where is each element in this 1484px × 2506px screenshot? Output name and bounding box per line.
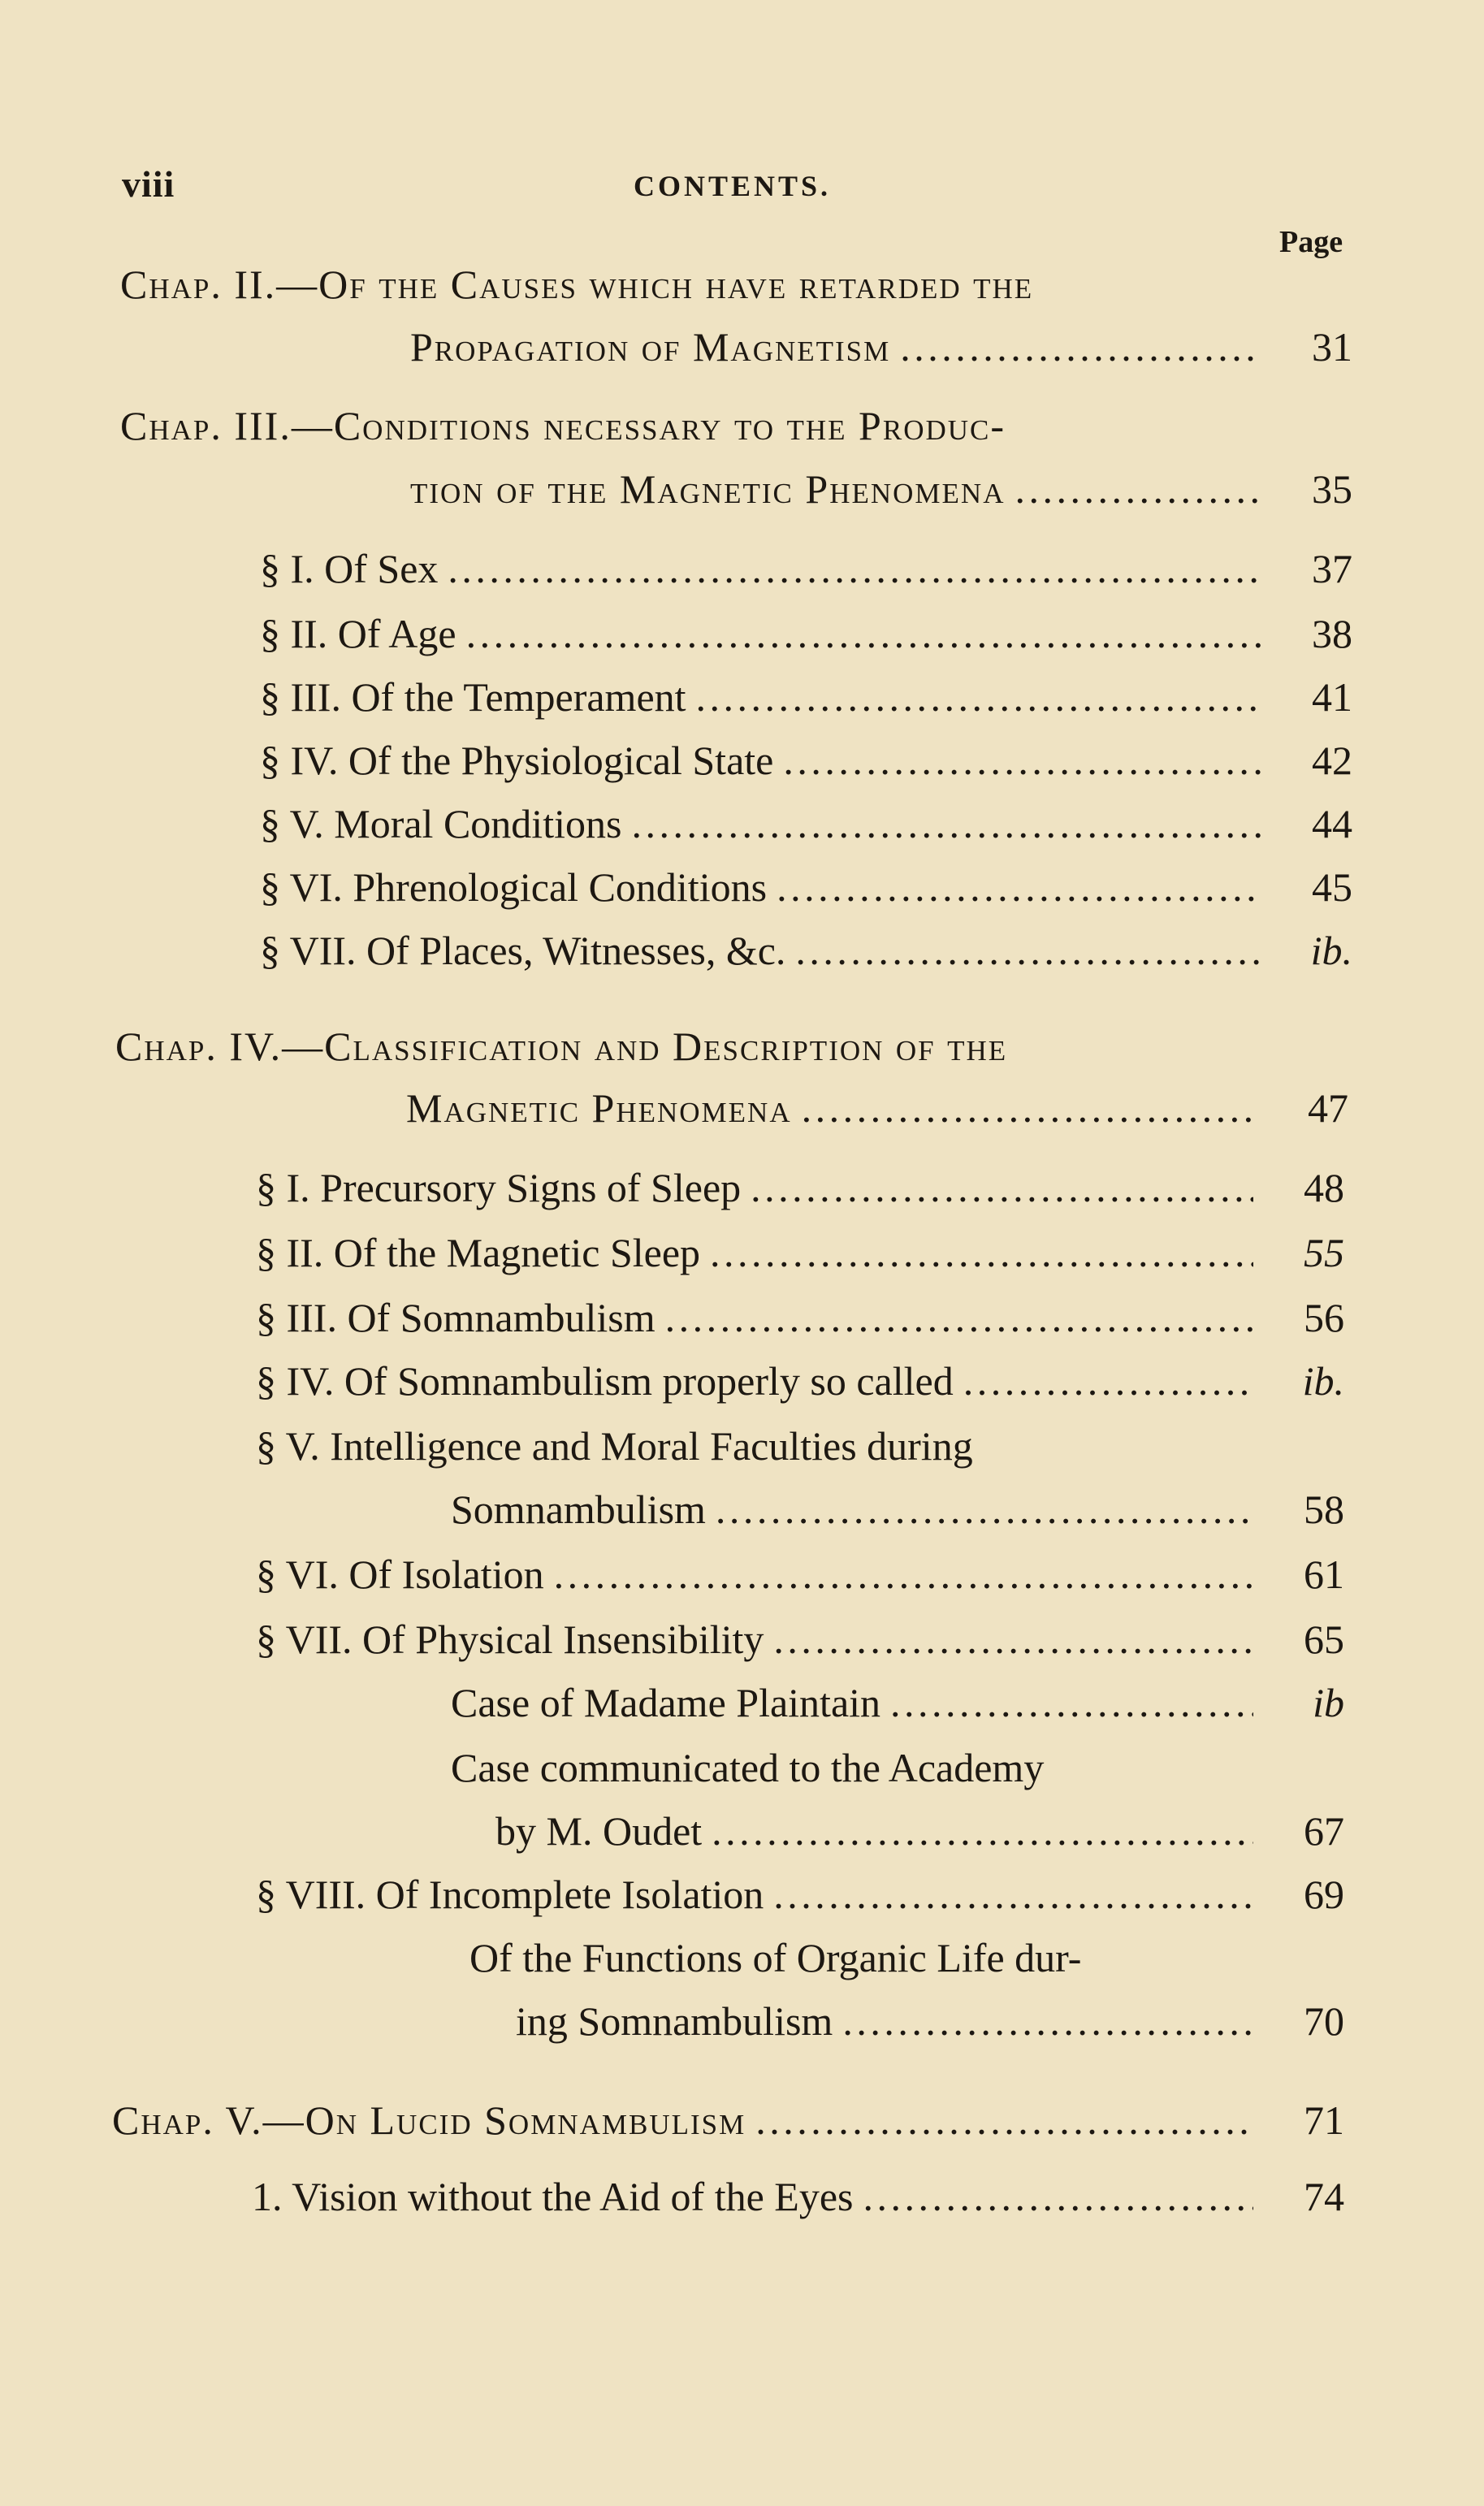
leader-dots [710, 1227, 1253, 1279]
page-ref: 31 [1312, 324, 1352, 370]
toc-entry [256, 1548, 1344, 1600]
leader-dots [1015, 463, 1261, 515]
entry-label: § VI. Phrenological Conditions [260, 864, 768, 910]
chapter-4-entry [406, 1082, 1348, 1134]
page-ref: 61 [1304, 1552, 1344, 1597]
page-ref: 55 [1304, 1230, 1344, 1275]
page-ref: 74 [1304, 2174, 1344, 2219]
chapter-4-heading-line2: Magnetic Phenomena [406, 1085, 792, 1131]
toc-entry [451, 1677, 1344, 1729]
leader-dots [665, 1292, 1253, 1344]
entry-label: § II. Of the Magnetic Sleep [256, 1230, 701, 1275]
entry-label: § IV. Of Somnambulism properly so called [256, 1358, 954, 1404]
page-ref: ib. [1310, 928, 1352, 973]
page-ref: 67 [1304, 1808, 1344, 1854]
entry-label: § IV. Of the Physiological State [260, 738, 774, 783]
entry-label: § I. Of Sex [260, 546, 439, 591]
page-ref: ib. [1302, 1358, 1344, 1404]
leader-dots [751, 1162, 1253, 1214]
leader-dots [783, 734, 1261, 786]
entry-label: § VI. Of Isolation [256, 1552, 544, 1597]
chapter-5-heading: Chap. V.—On Lucid Somnambulism [112, 2097, 746, 2143]
page-ref: 35 [1312, 466, 1352, 512]
toc-entry [260, 798, 1352, 850]
leader-dots [448, 543, 1261, 595]
entry-label: § VII. Of Places, Witnesses, &c. [260, 928, 786, 973]
toc-entry [260, 671, 1352, 723]
page-ref: 44 [1312, 801, 1352, 846]
page-column-label: Page [1279, 225, 1343, 259]
leader-dots [466, 608, 1261, 660]
page-ref: 71 [1304, 2097, 1344, 2143]
chapter-4-heading-line1: Chap. IV.—Classification and Description of the [115, 1024, 1008, 1069]
toc-entry [256, 1613, 1344, 1665]
leader-dots [773, 1613, 1253, 1665]
entry-label: § V. Moral Conditions [260, 801, 622, 846]
page-ref: 65 [1304, 1617, 1344, 1662]
chapter-3-heading-line2: tion of the Magnetic Phenomena [410, 466, 1006, 512]
page-number: viii [122, 163, 175, 205]
entry-label: § III. Of the Temperament [260, 674, 686, 720]
entry-label: § VII. Of Physical Insensibility [256, 1617, 764, 1662]
page-ref: 37 [1312, 546, 1352, 591]
toc-entry [260, 861, 1352, 913]
toc-entry [260, 608, 1352, 660]
leader-dots [631, 798, 1261, 850]
entry-label: § II. Of Age [260, 611, 456, 656]
chapter-2-entry [410, 321, 1352, 373]
leader-dots [712, 1805, 1253, 1857]
leader-dots [963, 1355, 1253, 1407]
chapter-3-heading-line1: Chap. III.—Conditions necessary to the Produc- [120, 403, 1006, 448]
page-ref: 56 [1304, 1295, 1344, 1340]
page-ref: ib [1313, 1680, 1344, 1725]
leader-dots [802, 1082, 1257, 1134]
page-ref: 45 [1312, 864, 1352, 910]
leader-dots [696, 671, 1261, 723]
toc-entry [252, 2171, 1344, 2223]
entry-label: § VIII. Of Incomplete Isolation [256, 1872, 764, 1917]
leader-dots [777, 861, 1261, 913]
running-title: CONTENTS. [634, 170, 832, 202]
toc-entry [516, 1995, 1344, 2047]
entry-label-continuation: Somnambulism [451, 1487, 706, 1532]
page-ref: 48 [1304, 1165, 1344, 1210]
leader-dots [755, 2094, 1253, 2146]
entry-label: § I. Precursory Signs of Sleep [256, 1165, 742, 1210]
entry-label: 1. Vision without the Aid of the Eyes [252, 2174, 854, 2219]
page-ref: 70 [1304, 1998, 1344, 2044]
toc-entry [495, 1805, 1344, 1857]
entry-label-continuation: ing Somnambulism [516, 1998, 833, 2044]
leader-dots [842, 1995, 1253, 2047]
entry-label: Case of Madame Plaintain [451, 1680, 881, 1725]
leader-dots [900, 321, 1261, 373]
toc-entry [260, 734, 1352, 786]
entry-label: Case communicated to the Academy [451, 1745, 1045, 1790]
entry-label: § V. Intelligence and Moral Faculties during [256, 1423, 973, 1469]
entry-label: Of the Functions of Organic Life dur- [469, 1935, 1082, 1980]
leader-dots [716, 1483, 1253, 1535]
toc-entry [256, 1868, 1344, 1920]
chapter-3-entry [410, 463, 1352, 515]
leader-dots [773, 1868, 1253, 1920]
page-ref: 58 [1304, 1487, 1344, 1532]
chapter-2-heading-line2: Propagation of Magnetism [410, 324, 891, 370]
page-ref: 69 [1304, 1872, 1344, 1917]
toc-entry [260, 543, 1352, 595]
page-ref: 38 [1312, 611, 1352, 656]
page-ref: 41 [1312, 674, 1352, 720]
chapter-2-heading-line1: Chap. II.—Of the Causes which have retarded the [120, 262, 1034, 307]
toc-entry [256, 1227, 1344, 1279]
toc-entry [260, 924, 1352, 976]
leader-dots [890, 1677, 1253, 1729]
leader-dots [795, 924, 1261, 976]
entry-label: § III. Of Somnambulism [256, 1295, 655, 1340]
entry-label-continuation: by M. Oudet [495, 1808, 703, 1854]
leader-dots [863, 2171, 1253, 2223]
toc-entry [256, 1162, 1344, 1214]
toc-entry [451, 1483, 1344, 1535]
toc-entry [256, 1355, 1344, 1407]
toc-entry [256, 1292, 1344, 1344]
page-ref: 47 [1308, 1085, 1348, 1131]
page-ref: 42 [1312, 738, 1352, 783]
chapter-5-entry [112, 2094, 1344, 2146]
leader-dots [554, 1548, 1253, 1600]
